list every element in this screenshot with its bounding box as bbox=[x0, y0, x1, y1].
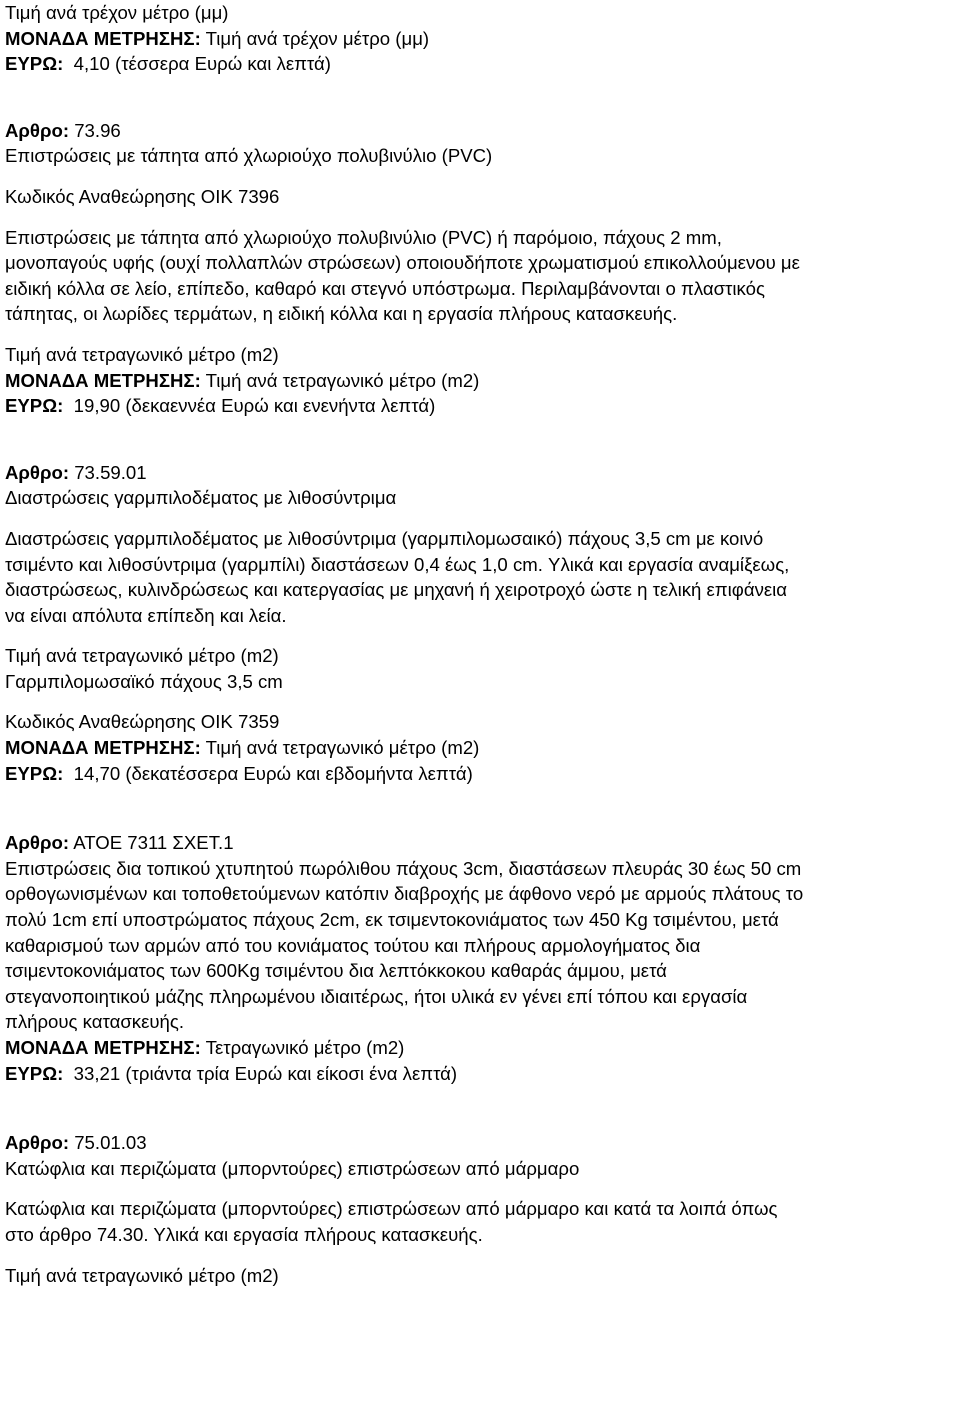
measure-unit-row bbox=[5, 26, 957, 52]
revision-code: Κωδικός Αναθεώρησης ΟΙΚ 7359 bbox=[5, 711, 280, 733]
description-line: μονοπαγούς υφής (ουχί πολλαπλών στρώσεων) οποιουδήποτε χρωματισμού επικολλούμενου με bbox=[5, 252, 800, 274]
sub-title: Γαρμπιλομωσαϊκό πάχους 3,5 cm bbox=[5, 670, 283, 692]
price-row bbox=[5, 393, 957, 419]
article-label: Αρθρο: bbox=[5, 119, 70, 141]
unit-line: Τιμή ανά τρέχον μέτρο (μμ) bbox=[5, 2, 229, 23]
article-description bbox=[5, 225, 957, 327]
article-heading bbox=[5, 118, 957, 144]
measure-unit-row bbox=[5, 735, 957, 761]
article-heading bbox=[5, 460, 957, 486]
measure-unit-value: Τιμή ανά τρέχον μέτρο (μμ) bbox=[205, 27, 430, 49]
description-line: Επιστρώσεις δια τοπικού χτυπητού πωρόλιθου πάχους 3cm, διαστάσεων πλευράς 30 έως 50 cm bbox=[5, 857, 802, 879]
measure-unit-value: Τιμή ανά τετραγωνικό μέτρο (m2) bbox=[205, 737, 480, 759]
unit-line: Τιμή ανά τετραγωνικό μέτρο (m2) bbox=[5, 645, 279, 667]
description-line: στο άρθρο 74.30. Υλικά και εργασία πλήρους κατασκευής. bbox=[5, 1223, 483, 1245]
description-line: Κατώφλια και περιζώματα (μπορντούρες) επιστρώσεων από μάρμαρο και κατά τα λοιπά όπως bbox=[5, 1198, 778, 1220]
article-label: Αρθρο: bbox=[5, 461, 70, 483]
article-number: 73.59.01 bbox=[74, 461, 147, 483]
description-line: ειδική κόλλα σε λείο, επίπεδο, καθαρό και στεγνό υπόστρωμα. Περιλαμβάνονται ο πλαστικός bbox=[5, 277, 765, 299]
description-line: τσιμεντοκονιάματος των 600Kg τσιμέντου δια λεπτόκκοκου καθαράς άμμου, μετά bbox=[5, 960, 667, 982]
measure-unit-row bbox=[5, 1035, 957, 1061]
unit-line: Τιμή ανά τετραγωνικό μέτρο (m2) bbox=[5, 1264, 279, 1286]
article-label: Αρθρο: bbox=[5, 832, 70, 854]
measure-unit-value: Τετραγωνικό μέτρο (m2) bbox=[205, 1037, 405, 1058]
article-label: Αρθρο: bbox=[5, 1132, 70, 1154]
description-line: τάπητας, οι λωρίδες τερμάτων, η ειδική κόλλα και η εργασία πλήρους κατασκευής. bbox=[5, 303, 678, 325]
unit-line: Τιμή ανά τετραγωνικό μέτρο (m2) bbox=[5, 343, 279, 365]
article-number: ΑΤΟΕ 7311 ΣΧΕΤ.1 bbox=[73, 832, 234, 854]
article-title: Διαστρώσεις γαρμπιλοδέματος με λιθοσύντριμα bbox=[5, 487, 397, 509]
measure-unit-label: ΜΟΝΑΔΑ ΜΕΤΡΗΣΗΣ: bbox=[5, 369, 201, 391]
description-line: καθαρισμού των αρμών από του κονιάματος τούτου και πλήρους αρμολογήματος δια bbox=[5, 934, 701, 956]
price-label: ΕΥΡΩ: bbox=[5, 762, 64, 784]
price-row bbox=[5, 761, 957, 787]
article-title: Κατώφλια και περιζώματα (μπορντούρες) επιστρώσεων από μάρμαρο bbox=[5, 1157, 580, 1179]
price-value: 14,70 (δεκατέσσερα Ευρώ και εβδομήντα λεπτά) bbox=[73, 762, 473, 784]
measure-unit-row bbox=[5, 368, 957, 394]
measure-unit-value: Τιμή ανά τετραγωνικό μέτρο (m2) bbox=[205, 369, 480, 391]
article-description bbox=[5, 526, 957, 628]
price-value: 4,10 (τέσσερα Ευρώ και λεπτά) bbox=[73, 53, 331, 75]
measure-unit-label: ΜΟΝΑΔΑ ΜΕΤΡΗΣΗΣ: bbox=[5, 1037, 201, 1058]
description-line: Διαστρώσεις γαρμπιλοδέματος με λιθοσύντριμα (γαρμπιλομωσαικό) πάχους 3,5 cm με κοινό bbox=[5, 527, 764, 549]
description-line: διαστρώσεως, κυλινδρώσεως και κατεργασίας με μηχανή ή χειροτροχό ώστε η τελική επιφάνεια bbox=[5, 579, 788, 601]
price-label: ΕΥΡΩ: bbox=[5, 53, 64, 75]
article-heading bbox=[5, 830, 957, 856]
article-title: Επιστρώσεις με τάπητα από χλωριούχο πολυβινύλιο (PVC) bbox=[5, 145, 493, 167]
price-label: ΕΥΡΩ: bbox=[5, 1062, 64, 1084]
description-line: στεγανοποιητικού μάζης πληρωμένου ιδιαιτέρως, ήτοι υλικά εν γένει επί τόπου και εργασία bbox=[5, 985, 748, 1007]
article-number: 75.01.03 bbox=[74, 1132, 147, 1154]
article-description bbox=[5, 856, 957, 1035]
article-number: 73.96 bbox=[74, 119, 121, 141]
description-line: πλήρους κατασκευής. bbox=[5, 1011, 185, 1033]
document-page bbox=[5, 0, 957, 1288]
article-description bbox=[5, 1196, 957, 1247]
article-heading bbox=[5, 1130, 957, 1156]
price-row bbox=[5, 51, 957, 77]
price-row bbox=[5, 1061, 957, 1087]
description-line: να είναι απόλυτα επίπεδη και λεία. bbox=[5, 604, 287, 626]
price-label: ΕΥΡΩ: bbox=[5, 395, 64, 417]
description-line: τσιμέντο και λιθοσύντριμα (γαρμπίλι) διαστάσεων 0,4 έως 1,0 cm. Υλικά και εργασία αναμίξεως, bbox=[5, 553, 790, 575]
price-value: 33,21 (τριάντα τρία Ευρώ και είκοσι ένα λεπτά) bbox=[73, 1062, 458, 1084]
description-line: ορθογωνισμένων και τοποθετούμενων κατόπιν διαβροχής με άφθονο νερό με αρμούς πλάτους το bbox=[5, 883, 804, 905]
price-value: 19,90 (δεκαεννέα Ευρώ και ενενήντα λεπτά) bbox=[73, 395, 436, 417]
description-line: Επιστρώσεις με τάπητα από χλωριούχο πολυβινύλιο (PVC) ή παρόμοιο, πάχους 2 mm, bbox=[5, 226, 722, 248]
revision-code: Κωδικός Αναθεώρησης ΟΙΚ 7396 bbox=[5, 185, 280, 207]
measure-unit-label: ΜΟΝΑΔΑ ΜΕΤΡΗΣΗΣ: bbox=[5, 737, 201, 759]
measure-unit-label: ΜΟΝΑΔΑ ΜΕΤΡΗΣΗΣ: bbox=[5, 27, 201, 49]
description-line: πολύ 1cm επί υποστρώματος πάχους 2cm, εκ τσιμεντοκονιάματος των 450 Kg τσιμέντου, μετά bbox=[5, 909, 779, 931]
